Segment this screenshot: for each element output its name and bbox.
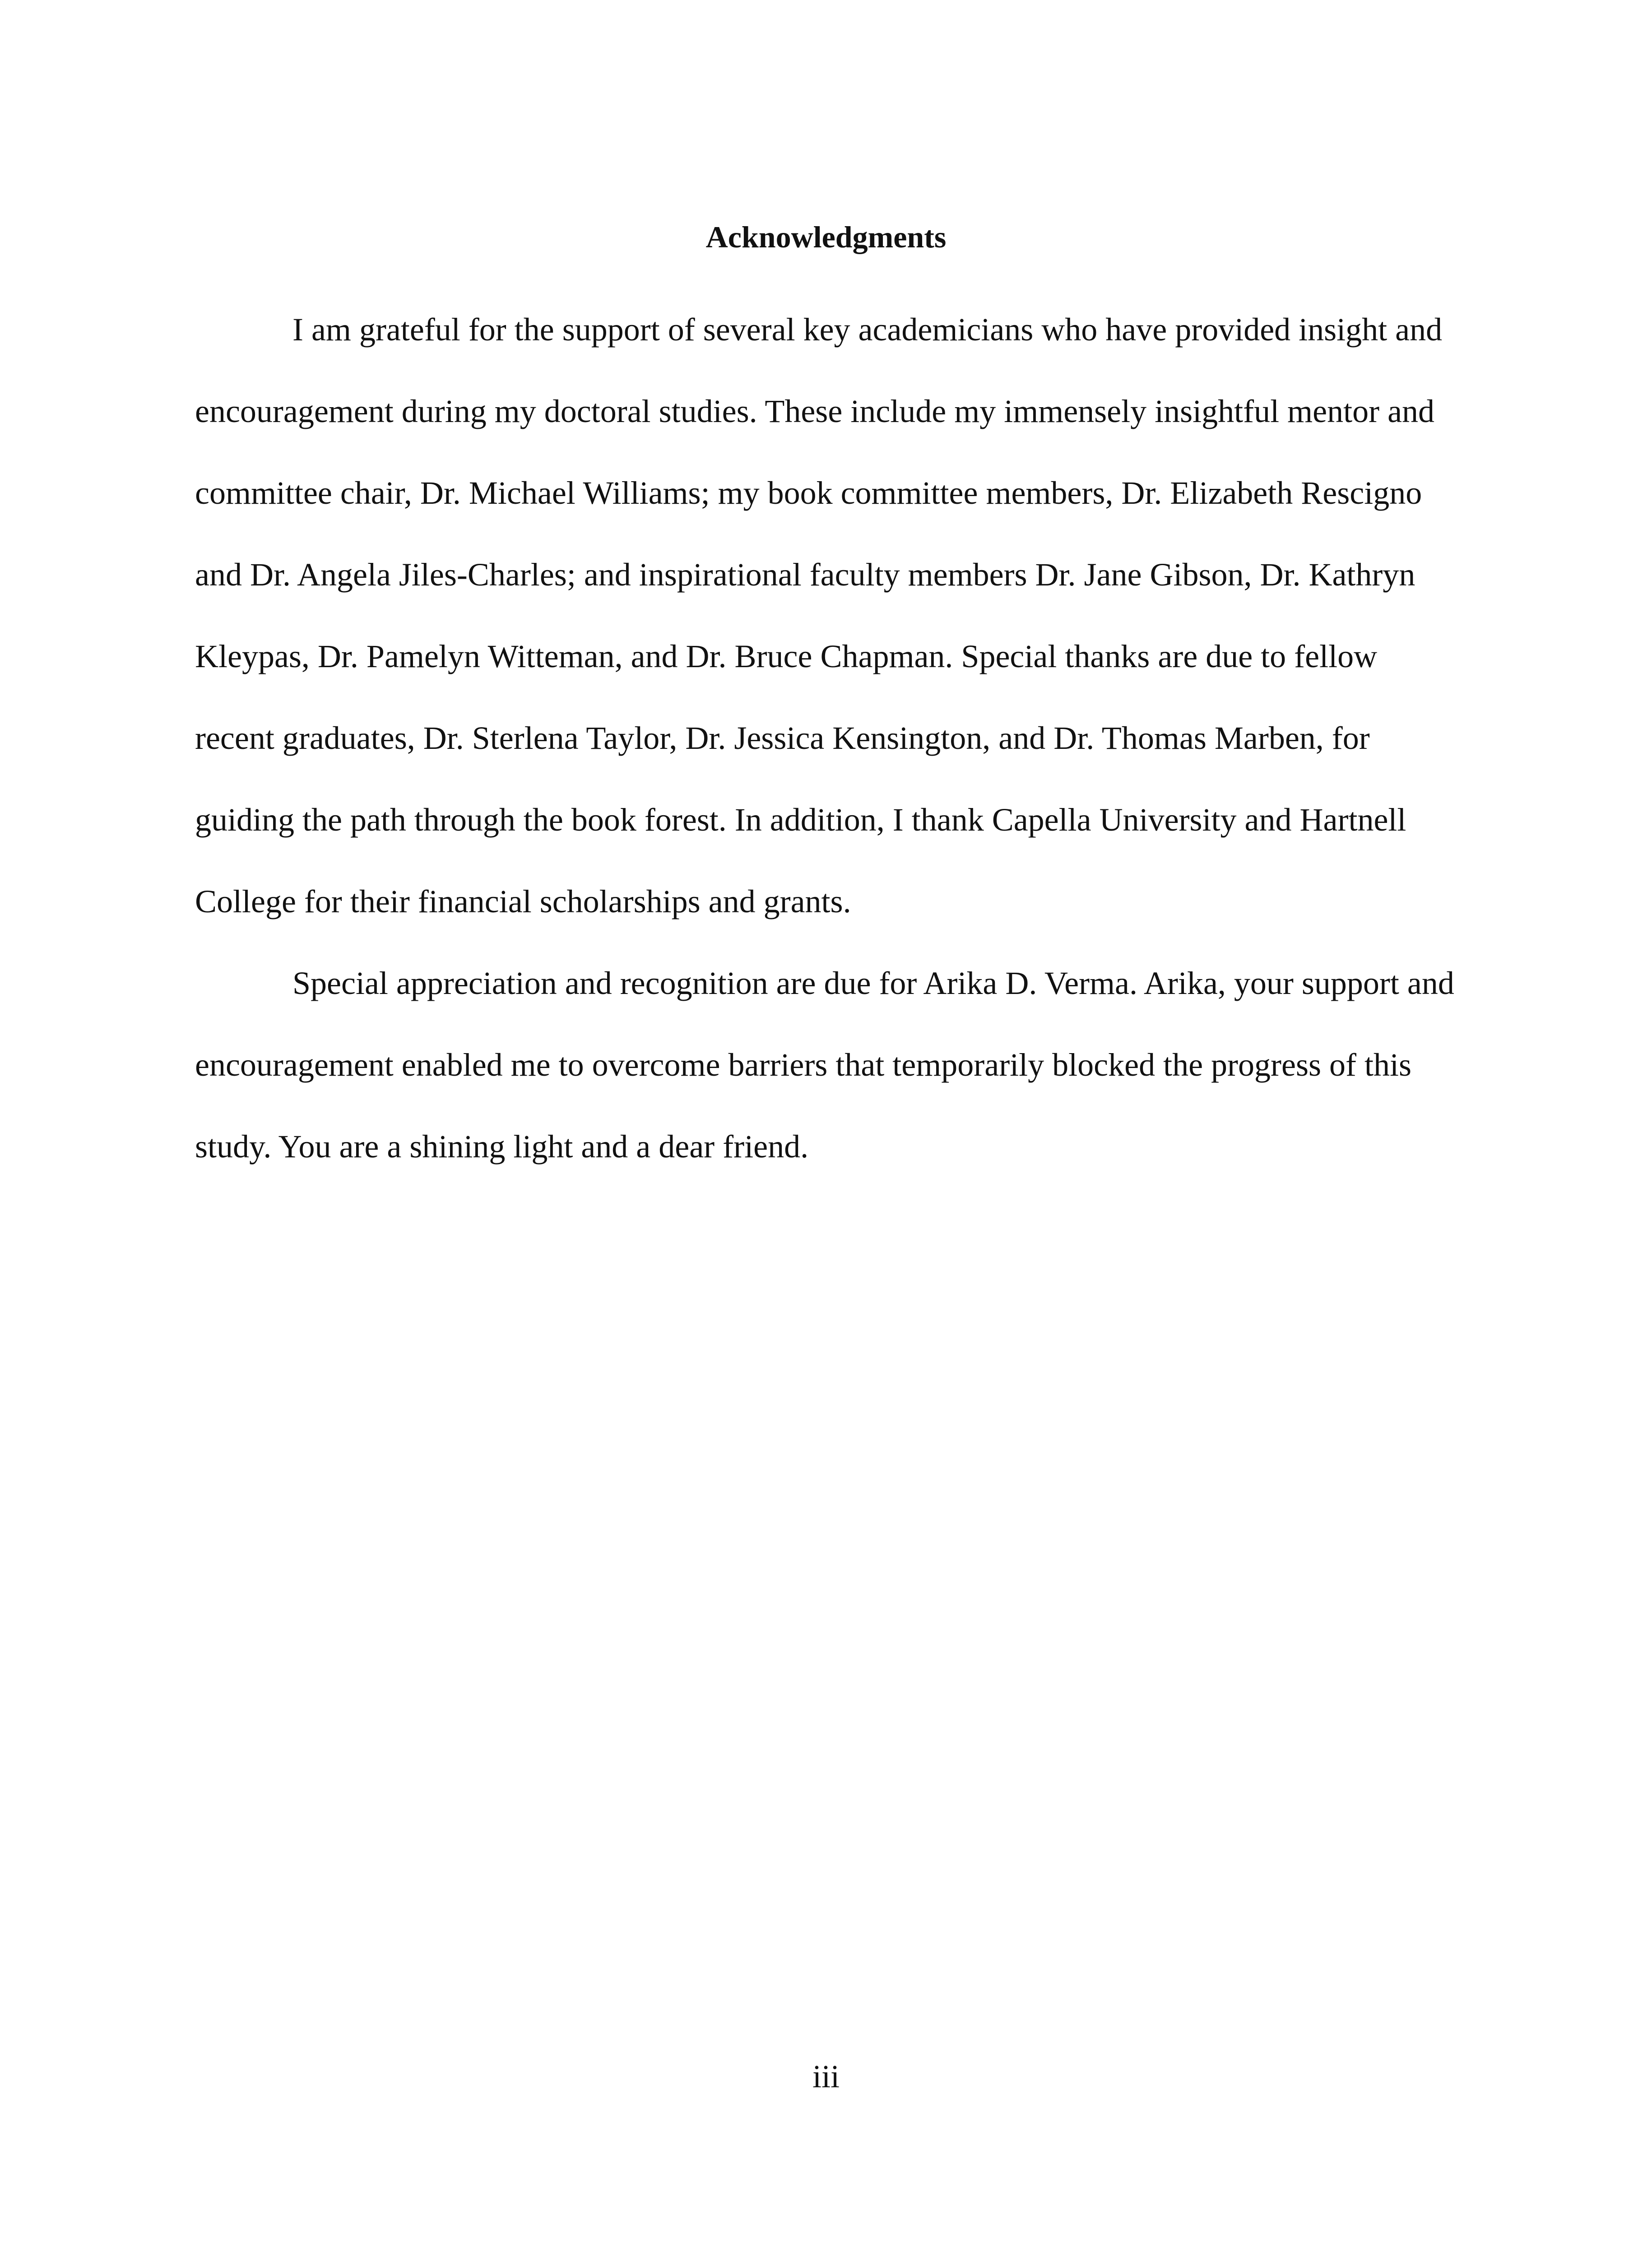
page-content [195, 212, 1457, 1188]
page-heading: Acknowledgments [705, 220, 947, 254]
paragraph-personal-thanks: Special appreciation and recognition are due for Arika D. Verma. Arika, your support and encouragement enabled me to overcome barriers that temporarily blocked the progress of this study. You are a shining light and a dear friend. [195, 965, 1454, 1165]
page-number: iii [812, 2058, 840, 2094]
paragraph-academic-thanks: I am grateful for the support of several key academicians who have provided insight and encouragement during my doctoral studies. These include my immensely insightful mentor and committee chair, Dr. Michael Williams; my book committee members, Dr. Elizabeth Rescigno and Dr. Angela Jiles-Charles; and inspirational faculty members Dr. Jane Gibson, Dr. Kathryn Kleypas, Dr. Pamelyn Witteman, and Dr. Bruce Chapman. Special thanks are due to fellow recent graduates, Dr. Sterlena Taylor, Dr. Jessica Kensington, and Dr. Thomas Marben, for guiding the path through the book forest. In addition, I thank Capella University and Hartnell College for their financial scholarships and grants. [195, 311, 1443, 920]
